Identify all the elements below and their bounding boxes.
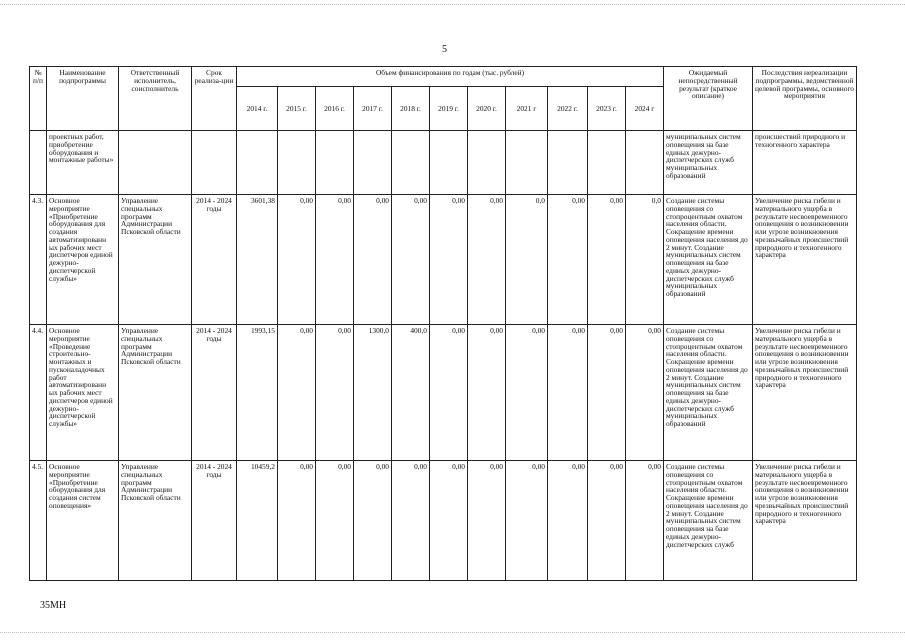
table-header-row	[30, 67, 857, 87]
row-name: проектных работ, приобретение оборудования и монтажные работы»	[47, 131, 119, 195]
header-year: 2017 г.	[354, 87, 392, 131]
row-term: 2014 - 2024 годы	[192, 195, 237, 325]
row-result: Создание системы оповещения со стопроцентным охватом населения области. Сокращение времени оповещения населения до 2 минут. Создание муниципальных систем оповещения на базе единых дежурно-диспетчерских служб муниципальных образований	[664, 325, 753, 461]
row-value	[548, 131, 588, 195]
header-responsible: Ответственный исполнитель, соисполнитель	[119, 67, 192, 131]
table-row	[30, 131, 857, 195]
row-value: 0,00	[626, 325, 664, 461]
row-value: 0,00	[430, 461, 468, 581]
row-value: 0,00	[548, 195, 588, 325]
row-value: 0,00	[548, 461, 588, 581]
row-value: 0,00	[392, 195, 430, 325]
row-name: Основное мероприятие «Приобретение оборудования для создания автоматизированн ых рабочих мест диспетчеров единой дежурно-диспетчерской службы»	[47, 195, 119, 325]
header-year: 2022 г.	[548, 87, 588, 131]
row-value	[392, 131, 430, 195]
row-value: 1300,0	[354, 325, 392, 461]
row-value: 0,00	[278, 325, 316, 461]
row-value	[237, 131, 278, 195]
row-value: 0,00	[626, 461, 664, 581]
row-value: 0,0	[626, 195, 664, 325]
row-value	[506, 131, 548, 195]
row-value: 1993,15	[237, 325, 278, 461]
header-year: 2019 г.	[430, 87, 468, 131]
table-row	[30, 195, 857, 325]
row-result: Создание системы оповещения со стопроцентным охватом населения области. Сокращение времени оповещения населения до 2 минут. Создание муниципальных систем оповещения на базе единых дежурно-диспетчерских служб муниципальных образований	[664, 195, 753, 325]
row-name: Основное мероприятие «Приобретение оборудования для создания систем оповещения»	[47, 461, 119, 581]
row-responsible: Управление специальных программ Администрации Псковской области	[119, 325, 192, 461]
row-value: 0,00	[354, 195, 392, 325]
header-name: Наименование подпрограммы	[47, 67, 119, 131]
row-name: Основное мероприятие «Проведение строительно-монтажных и пусконаладочных работ автоматизированн ых рабочих мест диспетчеров единой дежурно-диспетчерской службы»	[47, 325, 119, 461]
row-value: 0,00	[588, 195, 626, 325]
row-value: 0,00	[468, 195, 506, 325]
row-num	[30, 131, 47, 195]
row-consequence: Увеличение риска гибели и материального ущерба в результате несвоевременного оповещения о возникновении или угрозе возникновения чрезвычайных происшествий природного и техногенного характера	[753, 325, 857, 461]
header-finance: Объем финансирования по годам (тыс. рублей)	[237, 67, 664, 87]
row-value: 0,00	[278, 195, 316, 325]
row-term: 2014 - 2024 годы	[192, 325, 237, 461]
header-result: Ожидаемый непосредственный результат (краткое описание)	[664, 67, 753, 131]
row-value: 0,00	[316, 325, 354, 461]
header-year: 2016 г.	[316, 87, 354, 131]
row-value: 0,00	[588, 461, 626, 581]
row-result: муниципальных систем оповещения на базе единых дежурно-диспетчерских служб муниципальных образований	[664, 131, 753, 195]
row-value: 0,00	[468, 461, 506, 581]
row-value: 0,00	[506, 461, 548, 581]
row-value: 3601,38	[237, 195, 278, 325]
row-responsible: Управление специальных программ Администрации Псковской области	[119, 461, 192, 581]
header-year: 2023 г.	[588, 87, 626, 131]
header-year: 2024 г	[626, 87, 664, 131]
row-consequence: Увеличение риска гибели и материального ущерба в результате несвоевременного оповещения о возникновении или угрозе возникновения чрезвычайных происшествий природного и техногенного характера	[753, 461, 857, 581]
row-value: 0,0	[506, 195, 548, 325]
row-value: 10459,2	[237, 461, 278, 581]
row-value: 0,00	[316, 461, 354, 581]
row-value	[316, 131, 354, 195]
row-value	[354, 131, 392, 195]
row-consequence: Увеличение риска гибели и материального ущерба в результате несвоевременного оповещения о возникновении или угрозе возникновения чрезвычайных происшествий природного и техногенного характера	[753, 195, 857, 325]
header-year: 2015 г.	[278, 87, 316, 131]
row-term	[192, 131, 237, 195]
table-row	[30, 461, 857, 581]
row-value: 0,00	[548, 325, 588, 461]
row-value	[278, 131, 316, 195]
row-value: 0,00	[468, 325, 506, 461]
page-number: 5	[442, 44, 447, 55]
row-value: 0,00	[588, 325, 626, 461]
row-value: 0,00	[430, 325, 468, 461]
header-num: № п/п	[30, 67, 47, 131]
row-value	[468, 131, 506, 195]
program-table	[29, 66, 857, 581]
row-result: Создание системы оповещения со стопроцентным охватом населения области. Сокращение времени оповещения населения до 2 минут. Создание муниципальных систем оповещения на базе единых дежурно-диспетчерских служб	[664, 461, 753, 581]
row-consequence: происшествий природного и техногенного характера	[753, 131, 857, 195]
header-year: 2020 г.	[468, 87, 506, 131]
row-value	[588, 131, 626, 195]
row-value: 400,0	[392, 325, 430, 461]
scan-border-top	[0, 4, 905, 5]
row-value: 0,00	[430, 195, 468, 325]
row-value	[626, 131, 664, 195]
scan-border-bottom	[0, 632, 905, 633]
row-value: 0,00	[354, 461, 392, 581]
row-value	[430, 131, 468, 195]
row-value: 0,00	[316, 195, 354, 325]
table-row	[30, 325, 857, 461]
row-term: 2014 - 2024 годы	[192, 461, 237, 581]
row-responsible	[119, 131, 192, 195]
row-value: 0,00	[506, 325, 548, 461]
header-year: 2021 г	[506, 87, 548, 131]
row-value: 0,00	[278, 461, 316, 581]
header-term: Срок реализа-ции	[192, 67, 237, 131]
row-value: 0,00	[392, 461, 430, 581]
row-num: 4.4.	[30, 325, 47, 461]
row-responsible: Управление специальных программ Администрации Псковской области	[119, 195, 192, 325]
header-year: 2014 г.	[237, 87, 278, 131]
header-year: 2018 г.	[392, 87, 430, 131]
document-stamp: 35МН	[40, 600, 67, 611]
row-num: 4.3.	[30, 195, 47, 325]
row-num: 4.5.	[30, 461, 47, 581]
header-consequence: Последствия нереализации подпрограммы, ведомственной целевой программы, основного мероприятия	[753, 67, 857, 131]
